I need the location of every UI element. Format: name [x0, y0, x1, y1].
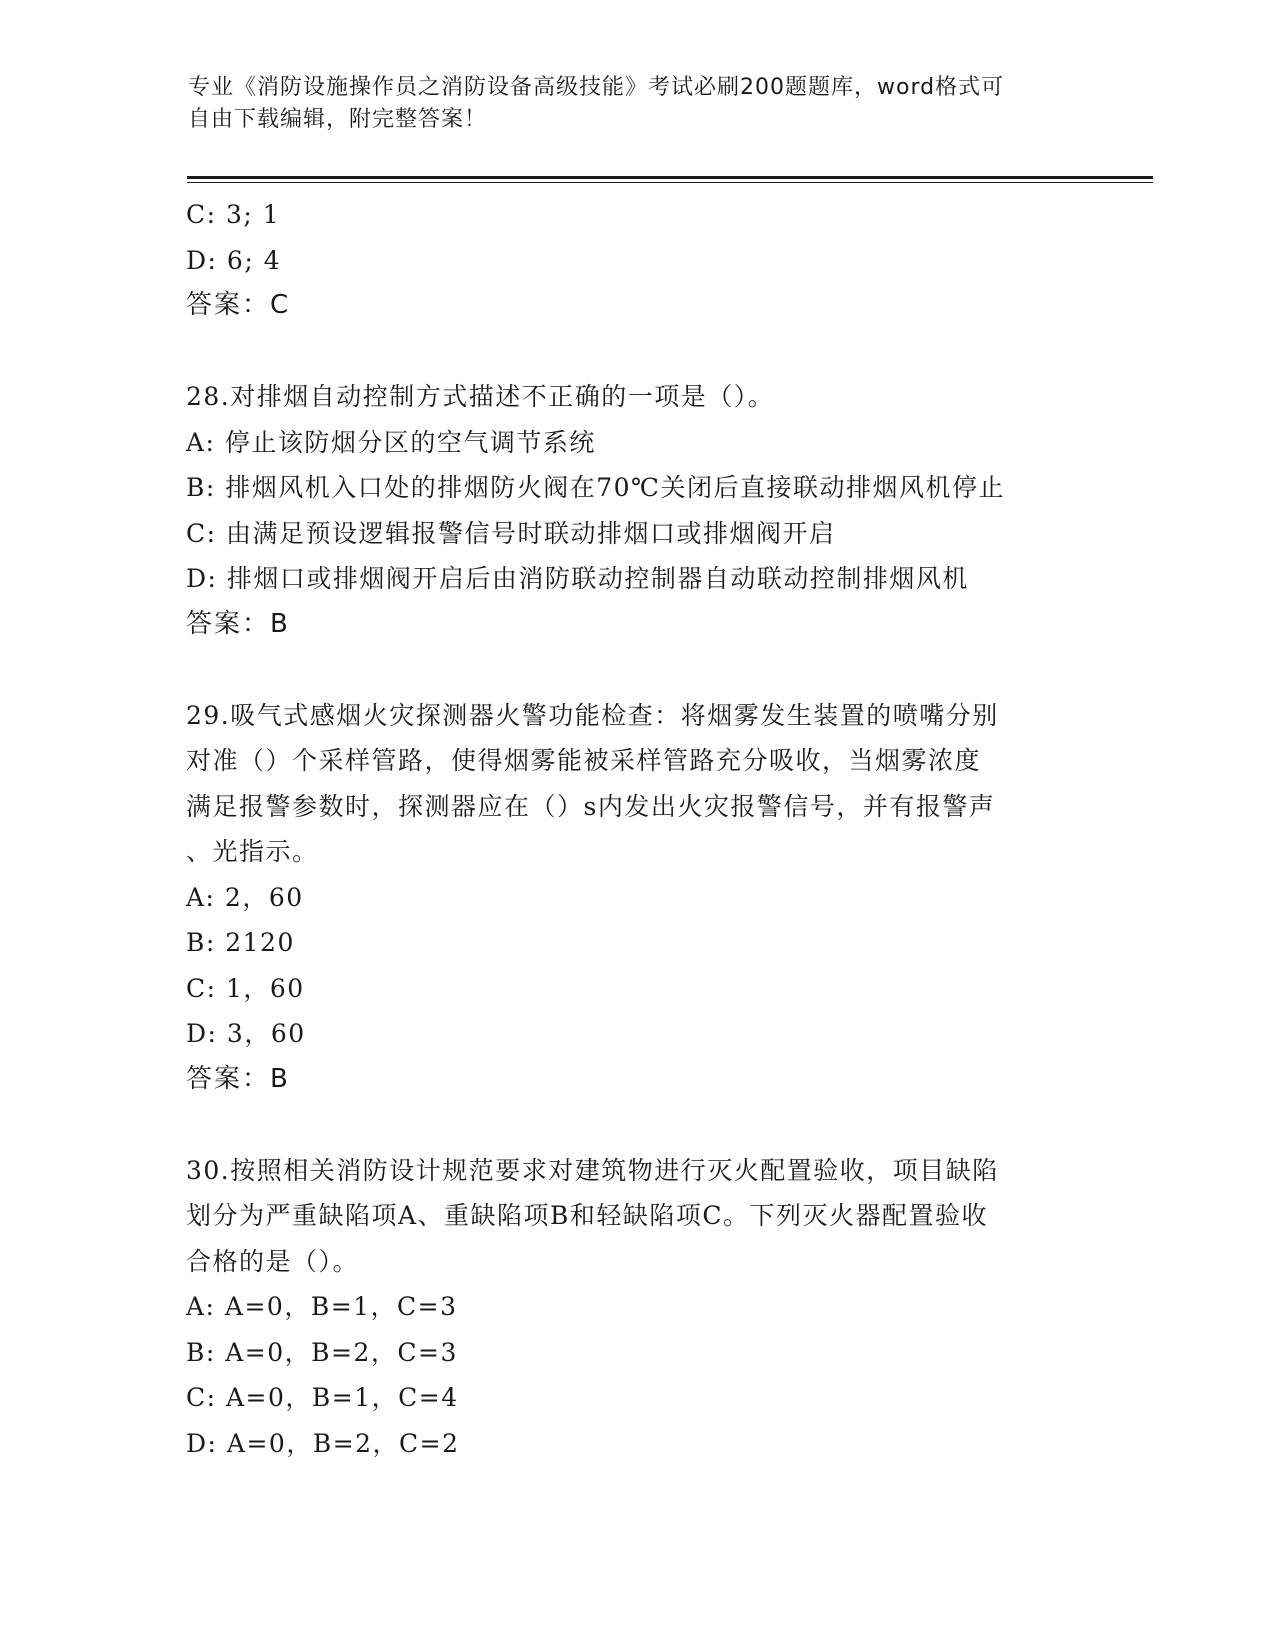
spacer [186, 329, 1086, 375]
header-divider-thin [187, 182, 1153, 183]
question-27-tail [186, 192, 1086, 329]
question-30 [186, 1148, 1086, 1467]
question-stem: 30.按照相关消防设计规范要求对建筑物进行灭火配置验收，项目缺陷 [186, 1155, 999, 1185]
option-b: B: A=0，B=2，C=3 [186, 1337, 458, 1367]
question-28 [186, 374, 1086, 647]
option-b: B: 排烟风机入口处的排烟防火阀在70℃关闭后直接联动排烟风机停止 [186, 473, 1006, 502]
question-stem: 对准（）个采样管路，使得烟雾能被采样管路充分吸收，当烟雾浓度 [186, 746, 982, 775]
question-stem: 、光指示。 [186, 837, 319, 866]
spacer [186, 1102, 1086, 1148]
option-d: D: A=0，B=2，C=2 [186, 1428, 460, 1458]
answer-line: 答案：C [186, 290, 291, 320]
answer-line: 答案：B [186, 1063, 290, 1094]
answer-line: 答案：B [186, 608, 290, 639]
option-c: C: 3; 1 [186, 200, 281, 229]
question-29 [186, 693, 1086, 1103]
header-line-2: 自由下载编辑，附完整答案！ [188, 107, 488, 132]
option-d: D: 6; 4 [186, 245, 282, 275]
option-c: C: 1，60 [186, 973, 305, 1003]
option-b: B: 2120 [186, 928, 295, 957]
option-c: C: A=0，B=1，C=4 [186, 1383, 459, 1412]
document-header [188, 72, 1088, 136]
header-divider [187, 176, 1153, 179]
header-line-1: 专业《消防设施操作员之消防设备高级技能》考试必刷200题题库，word格式可 [188, 75, 1005, 100]
option-d: D: 3，60 [186, 1019, 306, 1048]
option-c: C: 由满足预设逻辑报警信号时联动排烟口或排烟阀开启 [186, 518, 836, 548]
option-a: A: 停止该防烟分区的空气调节系统 [186, 427, 596, 457]
option-a: A: 2，60 [186, 882, 304, 912]
question-stem: 合格的是（）。 [186, 1246, 360, 1276]
question-stem: 29.吸气式感烟火灾探测器火警功能检查：将烟雾发生装置的喷嘴分别 [186, 700, 999, 730]
question-stem: 满足报警参数时，探测器应在（）s内发出火灾报警信号，并有报警声 [186, 791, 996, 821]
question-list [186, 192, 1086, 1466]
option-d: D: 排烟口或排烟阀开启后由消防联动控制器自动联动控制排烟风机 [186, 564, 969, 593]
question-stem: 28.对排烟自动控制方式描述不正确的一项是（）。 [186, 382, 775, 411]
spacer [186, 647, 1086, 693]
question-stem: 划分为严重缺陷项A、重缺陷项B和轻缺陷项C。下列灭火器配置验收 [186, 1201, 989, 1230]
option-a: A: A=0，B=1，C=3 [186, 1292, 458, 1321]
